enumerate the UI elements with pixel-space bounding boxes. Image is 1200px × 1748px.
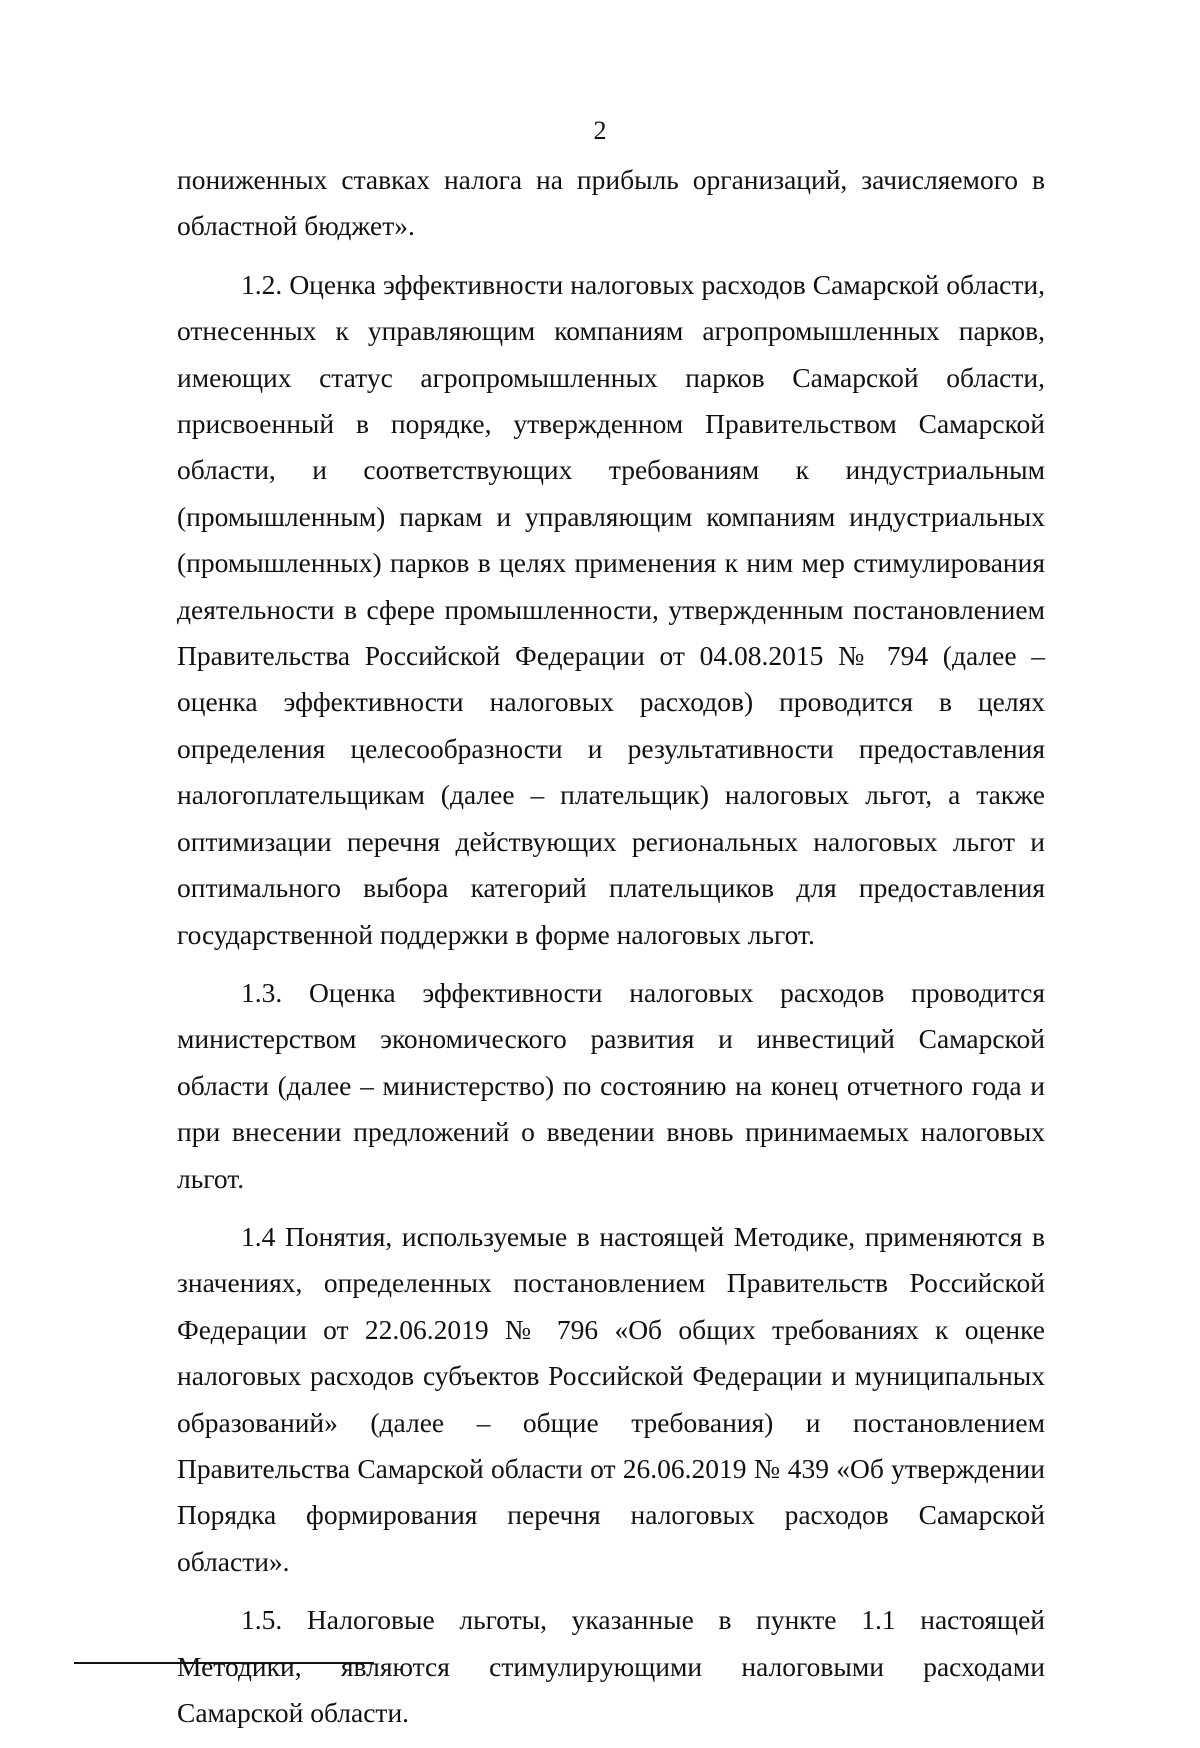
paragraph-continuation: пониженных ставках налога на прибыль организаций, зачисляемого в областной бюджет». bbox=[177, 164, 1045, 242]
document-body bbox=[177, 157, 1045, 1748]
page-number: 2 bbox=[593, 116, 607, 145]
paragraph-1-4: 1.4 Понятия, используемые в настоящей Методике, применяются в значениях, определенных постановлением Правительств Российской Федерации от 22.06.2019 № 796 «Об общих требованиях к оценке налоговых расходов субъектов Российской Федерации и муниципальных образований» (далее – общие требования) и постановлением Правительства Самарской области от 26.06.2019 № 439 «Об утверждении Порядка формирования перечня налоговых расходов Самарской области». bbox=[177, 1220, 1045, 1577]
paragraph-1-3: 1.3. Оценка эффективности налоговых расходов проводится министерством экономического развития и инвестиций Самарской области (далее – министерство) по состоянию на конец отчетного года и при внесении предложений о введении вновь принимаемых налоговых льгот. bbox=[177, 976, 1045, 1194]
footnote-divider bbox=[74, 1662, 374, 1664]
paragraph-1-5: 1.5. Налоговые льготы, указанные в пункте 1.1 настоящей Методики, являются стимулирующими налоговыми расходами Самарской области. bbox=[177, 1604, 1045, 1728]
paragraph-1-2: 1.2. Оценка эффективности налоговых расходов Самарской области, отнесенных к управляющим компаниям агропромышленных парков, имеющих статус агропромышленных парков Самарской области, присвоенный в порядке, утвержденном Правительством Самарской области, и соответствующих требованиям к индустриальным (промышленным) паркам и управляющим компаниям индустриальных (промышленных) парков в целях применения к ним мер стимулирования деятельности в сфере промышленности, утвержденным постановлением Правительства Российской Федерации от 04.08.2015 № 794 (далее – оценка эффективности налоговых расходов) проводится в целях определения целесообразности и результативности предоставления налогоплательщикам (далее – плательщик) налоговых льгот, а также оптимизации перечня действующих региональных налоговых льгот и оптимального выбора категорий плательщиков для предоставления государственной поддержки в форме налоговых льгот. bbox=[177, 268, 1045, 950]
